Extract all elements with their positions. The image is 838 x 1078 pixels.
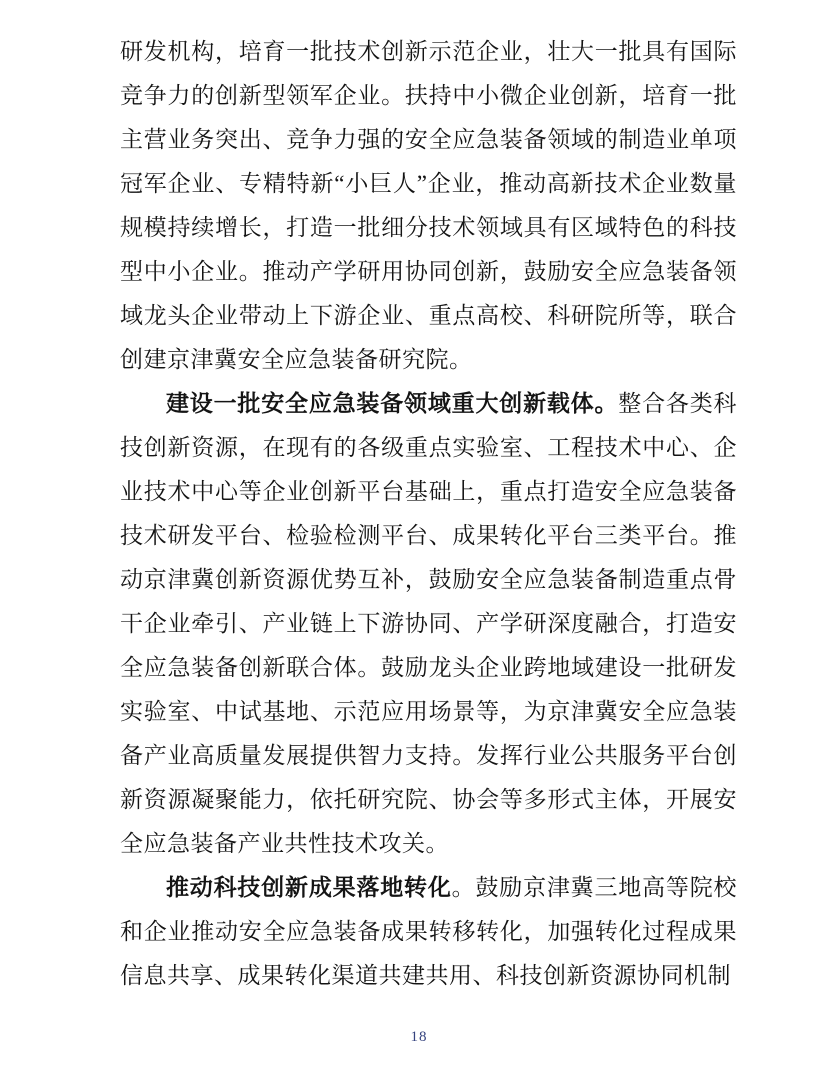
paragraph-lead-bold: 推动科技创新成果落地转化 (166, 875, 452, 900)
page-footer (0, 1028, 838, 1046)
paragraph-lead-bold: 建设一批安全应急装备领域重大创新载体。 (166, 391, 619, 416)
paragraph-text: 整合各类科技创新资源，在现有的各级重点实验室、工程技术中心、企业技术中心等企业创新平台基础上，重点打造安全应急装备技术研发平台、检验检测平台、成果转化平台三类平台。推动京津冀创新资源优势互补，鼓励安全应急装备制造重点骨干企业牵引、产业链上下游协同、产学研深度融合，打造安全应急装备创新联合体。鼓励龙头企业跨地域建设一批研发实验室、中试基地、示范应用场景等，为京津冀安全应急装备产业高质量发展提供智力支持。发挥行业公共服务平台创新资源凝聚能力，依托研究院、协会等多形式主体，开展安全应急装备产业共性技术攻关。 (120, 391, 738, 856)
page-number: 18 (410, 1029, 428, 1045)
paragraph-text: 研发机构，培育一批技术创新示范企业，壮大一批具有国际竞争力的创新型领军企业。扶持中小微企业创新，培育一批主营业务突出、竞争力强的安全应急装备领域的制造业单项冠军企业、专精特新“小巨人”企业，推动高新技术企业数量规模持续增长，打造一批细分技术领域具有区域特色的科技型中小企业。推动产学研用协同创新，鼓励安全应急装备领域龙头企业带动上下游企业、重点高校、科研院所等，联合创建京津冀安全应急装备研究院。 (120, 39, 737, 372)
paragraph (120, 866, 737, 998)
paragraph (120, 382, 737, 866)
paragraph-text: 。鼓励京津冀三地高等院校和企业推动安全应急装备成果转移转化，加强转化过程成果信息共享、成果转化渠道共建共用、科技创新资源协同机制 (120, 875, 738, 988)
paragraph (120, 30, 737, 382)
